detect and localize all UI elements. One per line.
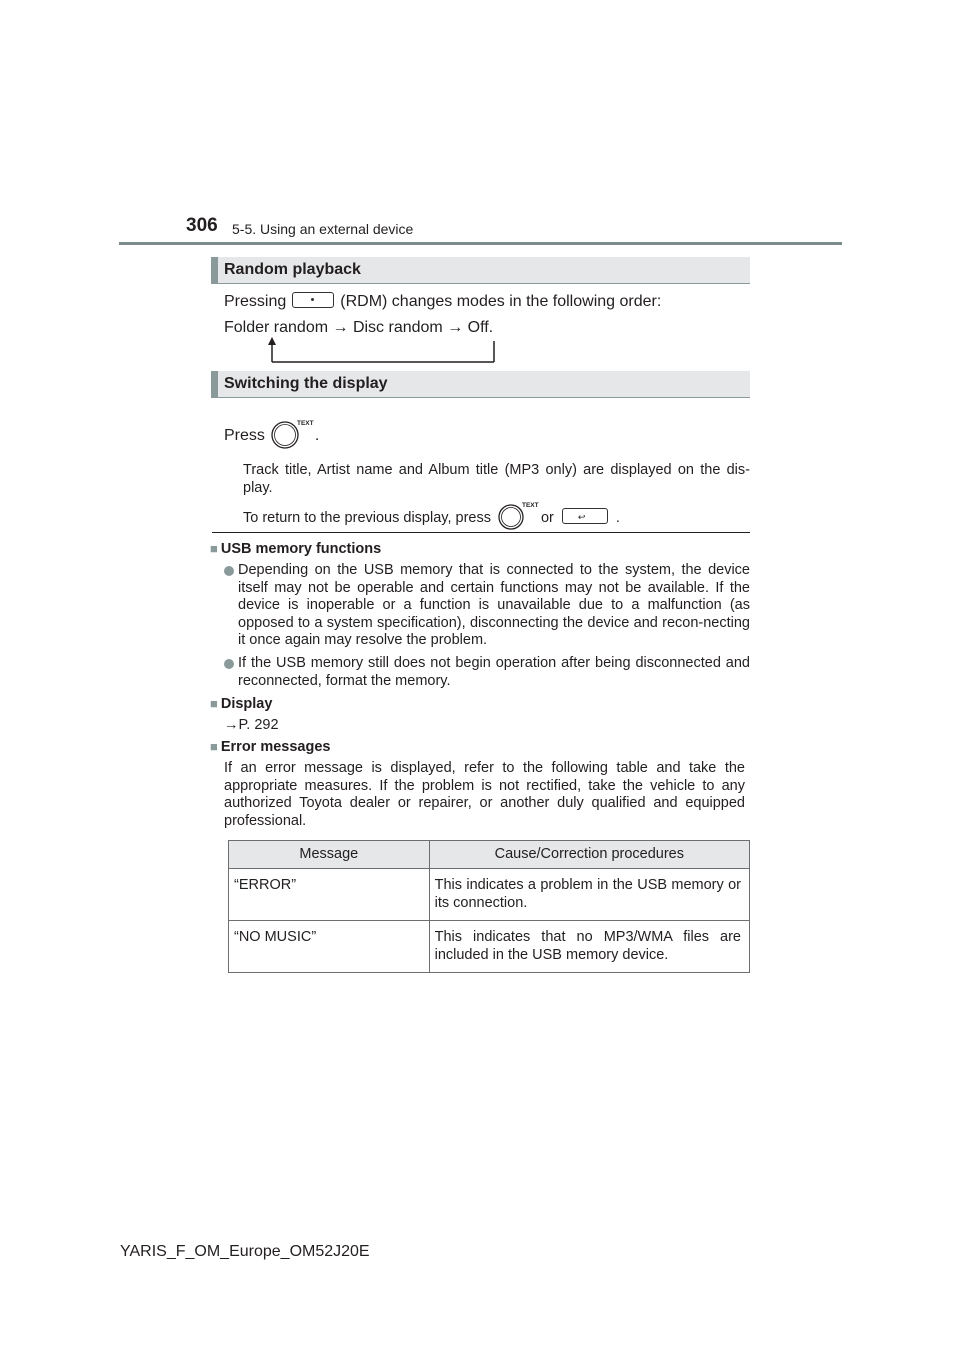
header-rule [119,242,842,245]
rdm-instruction [224,292,661,311]
chapter-title: 5-5. Using an external device [232,221,414,237]
display-title [210,695,272,714]
table-cell-cause: This indicates that no MP3/WMA files are included in the USB memory device. [429,921,749,973]
usb-bullet-2-text: If the USB memory still does not begin operation after being disconnected and reconnected, format the memory. [238,655,750,689]
text-knob-icon [269,418,314,450]
back-button-icon: ↩ [562,508,608,524]
usb-bullet-2 [238,655,750,690]
display-note: Track title, Artist name and Album title (MP3 only) are displayed on the dis-play. [243,462,750,496]
error-messages-title-text: Error messages [220,739,331,755]
table-header-cause: Cause/Correction procedures [429,841,749,869]
display-title-text: Display [220,696,273,712]
table-cell-cause: This indicates a problem in the USB memory or its connection. [429,869,749,921]
table-row [229,921,750,973]
table-cell-message: “ERROR” [229,869,430,921]
knob-text-label: TEXT [521,502,539,509]
random-mode-order: Folder random → Disc random → Off. [224,319,494,336]
rdm-button-icon [292,292,334,308]
usb-functions-title [210,540,381,559]
rdm-text-post: (RDM) changes modes in the following order: [340,293,662,310]
sub-divider [212,532,750,533]
error-messages-title [210,738,330,757]
error-table [228,840,750,973]
press-text-post: . [314,427,320,444]
page-number: 306 [186,215,218,236]
display-page-ref[interactable]: →P. 292 [224,717,279,733]
square-bullet-icon: ■ [210,541,218,556]
usb-functions-title-text: USB memory functions [220,541,382,557]
square-bullet-icon: ■ [210,739,218,754]
press-text-pre: Press [224,427,265,444]
usb-bullet-1 [238,562,750,650]
return-text-mid: or [540,510,554,526]
round-bullet-icon [224,566,234,576]
return-text-post: . [615,510,620,526]
section-heading-random-playback: Random playback [211,257,750,284]
usb-bullet-1-text: Depending on the USB memory that is connected to the system, the device itself may not be operable and certain functions may not be available. If the device is inoperable or a function is unavailable due to a malfunction (as opposed to a system specification), disconnecting the device and recon-necting it once again may resolve the problem. [238,562,750,648]
rdm-text-pre: Pressing [224,293,287,310]
text-knob-icon [495,500,537,532]
section-heading-switching-display: Switching the display [211,371,750,398]
document-code: YARIS_F_OM_Europe_OM52J20E [120,1243,370,1260]
table-header-row [229,841,750,869]
cycle-arrow-icon [264,336,504,366]
table-row [229,869,750,921]
square-bullet-icon: ■ [210,696,218,711]
table-header-message: Message [229,841,430,869]
return-text-pre: To return to the previous display, press [243,510,491,526]
return-instruction [243,500,620,532]
press-text-instruction [224,418,319,450]
error-messages-text: If an error message is displayed, refer to the following table and take the appropriate measures. If the problem is not rectified, take the vehicle to any authorized Toyota dealer or repairer, or another duly qualified and equipped professional. [224,760,745,829]
round-bullet-icon [224,659,234,669]
table-cell-message: “NO MUSIC” [229,921,430,973]
knob-text-label: TEXT [296,420,314,427]
